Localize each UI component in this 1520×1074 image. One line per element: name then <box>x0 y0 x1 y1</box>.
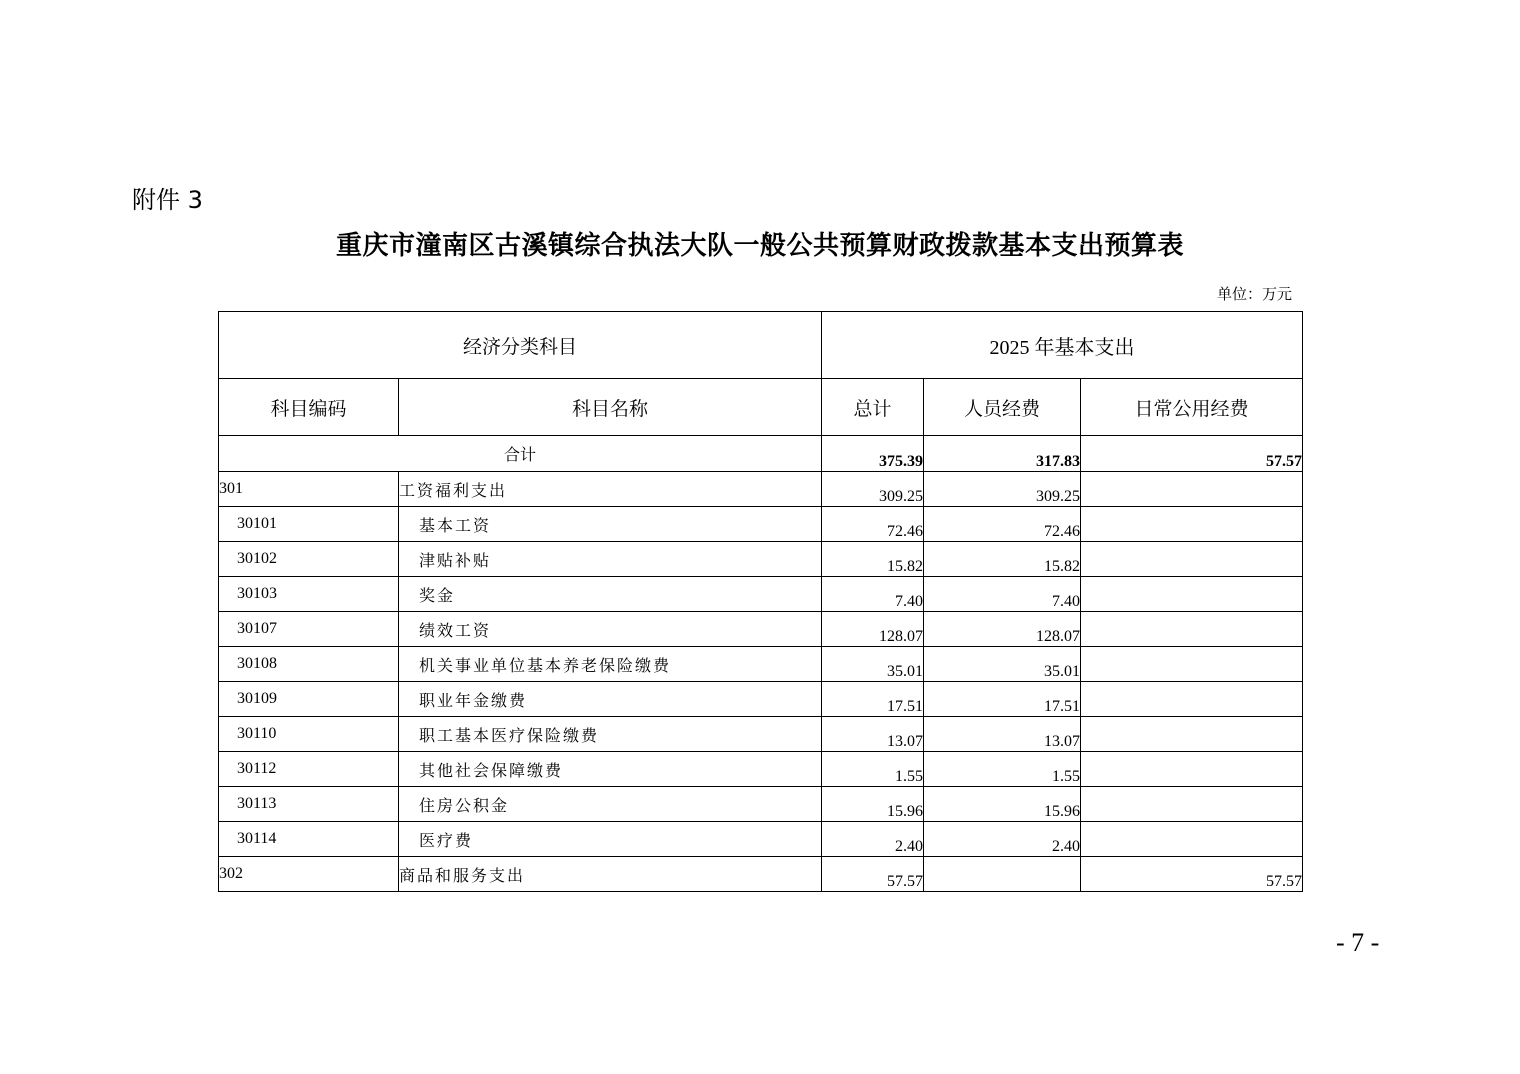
row-total: 1.55 <box>822 752 924 787</box>
row-public <box>1081 507 1303 542</box>
row-total: 2.40 <box>822 822 924 857</box>
table-row <box>219 577 1303 612</box>
row-public <box>1081 682 1303 717</box>
table-row <box>219 472 1303 507</box>
header-personnel: 人员经费 <box>924 379 1081 436</box>
row-code: 30101 <box>219 507 399 542</box>
header-public: 日常公用经费 <box>1081 379 1303 436</box>
table-row <box>219 752 1303 787</box>
row-code: 30109 <box>219 682 399 717</box>
table-row <box>219 682 1303 717</box>
row-code: 30108 <box>219 647 399 682</box>
row-code: 302 <box>219 857 399 892</box>
row-total: 309.25 <box>822 472 924 507</box>
row-public <box>1081 787 1303 822</box>
row-personnel: 72.46 <box>924 507 1081 542</box>
row-total: 17.51 <box>822 682 924 717</box>
row-public <box>1081 647 1303 682</box>
row-code: 30113 <box>219 787 399 822</box>
row-public <box>1081 717 1303 752</box>
row-public <box>1081 752 1303 787</box>
row-public <box>1081 612 1303 647</box>
header-row-group <box>219 312 1303 379</box>
table-row <box>219 542 1303 577</box>
row-total: 35.01 <box>822 647 924 682</box>
row-personnel: 15.82 <box>924 542 1081 577</box>
row-public <box>1081 542 1303 577</box>
row-name: 基本工资 <box>399 507 822 542</box>
row-name: 住房公积金 <box>399 787 822 822</box>
total-total: 375.39 <box>822 436 924 472</box>
row-name: 机关事业单位基本养老保险缴费 <box>399 647 822 682</box>
row-personnel: 13.07 <box>924 717 1081 752</box>
row-personnel: 15.96 <box>924 787 1081 822</box>
row-public <box>1081 577 1303 612</box>
table-row <box>219 717 1303 752</box>
row-code: 30110 <box>219 717 399 752</box>
table-row <box>219 822 1303 857</box>
row-code: 30102 <box>219 542 399 577</box>
row-name: 医疗费 <box>399 822 822 857</box>
row-name: 商品和服务支出 <box>399 857 822 892</box>
row-public <box>1081 472 1303 507</box>
row-total: 72.46 <box>822 507 924 542</box>
row-personnel: 2.40 <box>924 822 1081 857</box>
total-personnel: 317.83 <box>924 436 1081 472</box>
total-label: 合计 <box>219 436 822 472</box>
row-name: 职工基本医疗保险缴费 <box>399 717 822 752</box>
row-total: 15.82 <box>822 542 924 577</box>
row-public: 57.57 <box>1081 857 1303 892</box>
attachment-label: 附件 3 <box>132 186 203 214</box>
row-personnel: 7.40 <box>924 577 1081 612</box>
row-total: 13.07 <box>822 717 924 752</box>
row-public <box>1081 822 1303 857</box>
header-code: 科目编码 <box>219 379 399 436</box>
row-total: 128.07 <box>822 612 924 647</box>
table-row <box>219 857 1303 892</box>
row-personnel: 17.51 <box>924 682 1081 717</box>
table-row <box>219 787 1303 822</box>
document-title: 重庆市潼南区古溪镇综合执法大队一般公共预算财政拨款基本支出预算表 <box>335 231 1184 261</box>
row-personnel: 309.25 <box>924 472 1081 507</box>
row-code: 30112 <box>219 752 399 787</box>
total-row <box>219 436 1303 472</box>
row-code: 30114 <box>219 822 399 857</box>
row-name: 职业年金缴费 <box>399 682 822 717</box>
header-economic-classification: 经济分类科目 <box>219 312 822 379</box>
header-name: 科目名称 <box>399 379 822 436</box>
page-number: - 7 - <box>1336 928 1380 957</box>
row-personnel: 35.01 <box>924 647 1081 682</box>
row-name: 绩效工资 <box>399 612 822 647</box>
row-total: 15.96 <box>822 787 924 822</box>
table-row <box>219 612 1303 647</box>
row-personnel: 128.07 <box>924 612 1081 647</box>
row-name: 津贴补贴 <box>399 542 822 577</box>
row-code: 30103 <box>219 577 399 612</box>
row-personnel: 1.55 <box>924 752 1081 787</box>
row-name: 其他社会保障缴费 <box>399 752 822 787</box>
row-total: 57.57 <box>822 857 924 892</box>
row-total: 7.40 <box>822 577 924 612</box>
unit-label: 单位：万元 <box>1216 285 1292 303</box>
header-total: 总计 <box>822 379 924 436</box>
total-public: 57.57 <box>1081 436 1303 472</box>
row-name: 工资福利支出 <box>399 472 822 507</box>
header-basic-expenditure: 2025 年基本支出 <box>822 312 1303 379</box>
table-row <box>219 507 1303 542</box>
budget-table <box>218 311 1303 892</box>
table-row <box>219 647 1303 682</box>
row-personnel <box>924 857 1081 892</box>
row-code: 301 <box>219 472 399 507</box>
row-name: 奖金 <box>399 577 822 612</box>
header-row-columns <box>219 379 1303 436</box>
row-code: 30107 <box>219 612 399 647</box>
